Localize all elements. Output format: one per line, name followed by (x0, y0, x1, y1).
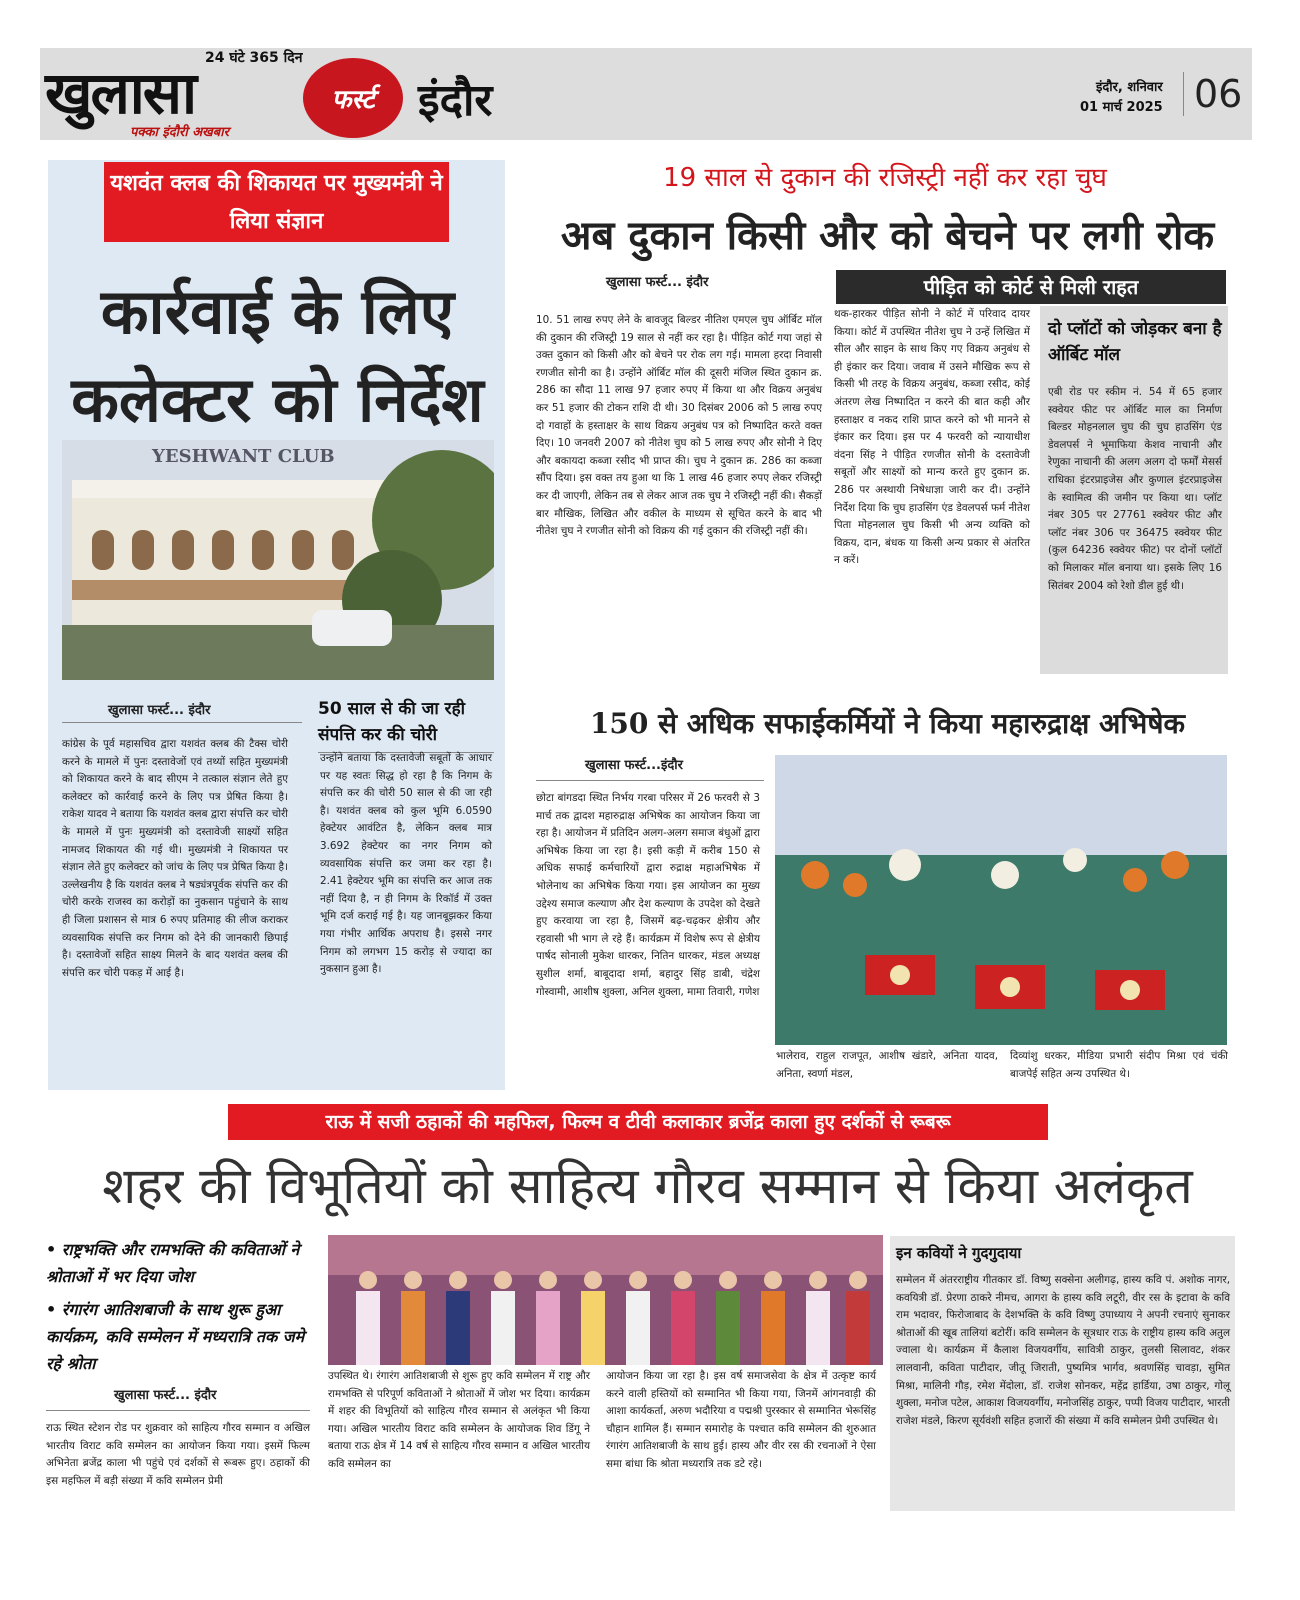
story1-body: कांग्रेस के पूर्व महासचिव द्वारा यशवंत क्लब की टैक्स चोरी करने के मामले में पुनः दस्तावेजों एवं तथ्यों सहित मुख्यमंत्री को शिकायत करने के बाद सीएम ने तत्काल संज्ञान लेते हुए कलेक्टर को कार्रवाई करने के लिए पत्र प्रेषित किया है। राकेश यादव ने बताया कि यशवंत क्लब द्वारा संपत्ति कर चोरी के मामले में पुनः मुख्यमंत्री को दस्तावेजी साक्ष्यों सहित नामजद शिकायत की गई थी। मुख्यमंत्री ने शिकायत पर संज्ञान लेते हुए कलेक्टर को जांच के लिए पत्र प्रेषित किया है। उल्लेखनीय है कि यशवंत क्लब ने षड्यंत्रपूर्वक संपत्ति कर की चोरी करके राजस्व का करोड़ों का नुकसान पहुंचाने के साथ ही जिला प्रशासन से मात्र 6 रुपए प्रतिमाह की लीज कराकर व्यवसायिक संपत्ति कर निगम को देने की जानकारी छिपाई है। दस्तावेजों सहित साक्ष्य मिलने के बाद यशवंत क्लब की संपत्ति कर चोरी पकड़ में आई है। (62, 738, 288, 979)
story3-byline: खुलासा फर्स्ट...इंदौर (585, 758, 683, 773)
brand-subtitle: पक्का इंदौरी अखबार (130, 125, 229, 140)
story1-subhead: 50 साल से की जा रही संपत्ति कर की चोरी (318, 699, 466, 745)
story2-headline: अब दुकान किसी और को बेचने पर लगी रोक (560, 212, 1215, 259)
story4-headline: शहर की विभूतियों को साहित्य गौरव सम्मान से किया अलंकृत (102, 1157, 1193, 1215)
story4-col3: आयोजन किया जा रहा है। इस वर्ष समाजसेवा के क्षेत्र में उत्कृष्ट कार्य करने वाली हस्तियों को सम्मानित भी किया गया, जिनमें आंगनवाड़ी की आशा कार्यकर्ता, अरुण भदौरिया व पद्मश्री पुरस्कार से सम्मानित भेरूसिंह चौहान शामिल हैं। सम्मान समारोह के पश्चात कवि सम्मेलन की शुरुआत रंगारंग आतिशबाजी के साथ हुई। हास्य और वीर रस की रचनाओं ने ऐसा समा बांधा कि श्रोता मध्यरात्रि तक डटे रहे। (606, 1370, 876, 1470)
story1-rule (62, 722, 302, 723)
story1-headline (55, 268, 500, 444)
story4-bullet1: • राष्ट्रभक्ति और रामभक्ति की कविताओं ने श्रोताओं में भर दिया जोश (46, 1240, 300, 1286)
story3-caption2: दिव्यांशु धरकर, मीडिया प्रभारी संदीप मिश्रा एवं चंकी बाजपेई सहित अन्य उपस्थित थे। (1010, 1050, 1228, 1080)
dateline (1080, 78, 1163, 118)
story3-caption1: भालेराव, राहुल राजपूत, आशीष खंडारे, अनिता यादव, अनिता, स्वर्णा मंडल, (776, 1050, 998, 1080)
story1-byline: खुलासा फर्स्ट... इंदौर (108, 703, 211, 718)
story4-byline: खुलासा फर्स्ट... इंदौर (114, 1388, 217, 1403)
story4-col1: राऊ स्थित स्टेशन रोड पर शुक्रवार को साहित्य गौरव सम्मान व अखिल भारतीय विराट कवि सम्मेलन का आयोजन किया गया। इसमें फिल्म अभिनेता ब्रजेंद्र काला भी पहुंचे एवं दर्शकों से रूबरू हुए। ठहाकों की इस महफिल में बड़ी संख्या में कवि सम्मेलन प्रेमी (46, 1422, 310, 1487)
story1-kicker: यशवंत क्लब की शिकायत पर मुख्यमंत्री ने लिया संज्ञान (104, 162, 449, 242)
story4-kicker: राऊ में सजी ठहाकों की महफिल, फिल्म व टीवी कलाकार ब्रजेंद्र काला हुए दर्शकों से रूबरू (228, 1104, 1048, 1140)
award-photo (328, 1235, 883, 1365)
award-illustration (328, 1235, 883, 1365)
story4-rule (46, 1410, 310, 1411)
date-day: इंदौर, शनिवार (1095, 80, 1163, 95)
story2-col2: थक-हारकर पीड़ित सोनी ने कोर्ट में परिवाद दायर किया। कोर्ट में उपस्थित नीतेश चुघ ने उन्हें लिखित में सील और साइन के साथ किए गए विक्रय अनुबंध से ही इंकार कर दिया। जवाब में उसने मौखिक रूप से किसी भी तरह के विक्रय अनुबंध, कब्जा रसीद, कोई अंतरण लेख निष्पादित न करने की बात कही और हस्ताक्षर व नकद राशि प्राप्त करने को भी मानने से इंकार कर दिया। इस पर 4 फरवरी को न्यायाधीश वंदना सिंह ने पीड़ित रणजीत सोनी के दस्तावेजी सबूतों और साक्ष्यों को मान्य करते हुए दुकान क्र. 286 पर अस्थायी निषेधाज्ञा जारी कर दी। उन्होंने निर्देश दिया कि चुघ हाउसिंग एंड डेवलपर्स फर्म नीतेश पिता मोहनलाल चुघ किसी भी अन्य व्यक्ति को विक्रय, दान, बंधक या किसी अन्य प्रकार से अंतरित न करें। (834, 308, 1030, 567)
story1-headline-line2: कलेक्टर को निर्देश (71, 363, 484, 436)
masthead-tagline: 24 घंटे 365 दिन (205, 50, 303, 66)
story3-rule (536, 780, 764, 781)
story2-side-head: दो प्लॉटों को जोड़कर बना है ऑर्बिट मॉल (1048, 319, 1222, 365)
club-sign: YESHWANT CLUB (152, 446, 335, 467)
date-date: 01 मार्च 2025 (1080, 100, 1163, 115)
story2-side-body: एबी रोड पर स्कीम नं. 54 में 65 हजार स्क्वेयर फीट पर ऑर्बिट माल का निर्माण बिल्डर मोहनलाल चुघ की चुघ हाउसिंग एंड डेवलपर्स ने भूमाफिया केशव नाचानी और रेणुका नाचानी की अलग अलग दो फर्मों मेसर्स राधिका इंटरप्राइजेस और कुणाल इंटरप्राइजेस के स्वामित्व की जमीन पर किया था। प्लॉट नंबर 305 पर 27761 स्क्वेयर फीट और प्लॉट नंबर 306 पर 36475 स्क्वेयर फीट (कुल 64236 स्क्वेयर फीट) पर दोनों प्लॉटों को मिलाकर मॉल बनाया था। इसके लिए 16 सितंबर 2004 को रेशो डील हुई थी। (1048, 386, 1222, 592)
story1-headline-line1: कार्रवाई के लिए (100, 275, 455, 348)
story4-bullet2: • रंगारंग आतिशबाजी के साथ शुरू हुआ कार्यक्रम, कवि सम्मेलन में मध्यरात्रि तक जमे रहे श्रोता (46, 1300, 305, 1373)
ritual-photo (775, 755, 1227, 1045)
edition-city: इंदौर (418, 75, 493, 126)
story1-subbody: उन्होंने बताया कि दस्तावेजी सबूतों के आधार पर यह स्वतः सिद्ध हो रहा है कि निगम के संपत्ति कर की चोरी 50 साल से की जा रही है। यशवंत क्लब को कुल भूमि 6.0590 हेक्टेयर आवंटित है, लेकिन क्लब मात्र 3.692 हेक्टेयर का नगर निगम को व्यवसायिक संपत्ति कर जमा कर रहा है। 2.41 हेक्टेयर भूमि का संपत्ति कर आज तक नहीं दिया है, न ही निगम के रिकॉर्ड में उक्त भूमि दर्ज कराई गई है। यह जानबूझकर किया गया गंभीर आर्थिक अपराध है। इससे नगर निगम को लगभग 15 करोड़ से ज्यादा का नुकसान हुआ है। (320, 752, 492, 976)
brand-badge: फर्स्ट (303, 58, 403, 138)
story3-headline: 150 से अधिक सफाईकर्मियों ने किया महारुद्राक्ष अभिषेक (589, 707, 1186, 740)
story2-kicker: 19 साल से दुकान की रजिस्ट्री नहीं कर रहा चुघ (663, 163, 1107, 193)
story4-side-head: इन कवियों ने गुदगुदाया (896, 1244, 1022, 1262)
story2-bar: पीड़ित को कोर्ट से मिली राहत (836, 270, 1226, 304)
brand-logo: खुलासा (45, 59, 196, 127)
ritual-illustration (775, 755, 1227, 1045)
story4-col2: उपस्थित थे। रंगारंग आतिशबाजी से शुरू हुए कवि सम्मेलन में राष्ट्र और रामभक्ति से परिपूर्ण कविताओं ने श्रोताओं में जोश भर दिया। कार्यक्रम में शहर की विभूतियों को साहित्य गौरव सम्मान से अलंकृत भी किया गया। अखिल भारतीय विराट कवि सम्मेलन के आयोजक शिव डिंगू ने बताया राऊ क्षेत्र में 14 वर्ष से साहित्य गौरव सम्मान व अखिल भारतीय कवि सम्मेलन का (328, 1370, 590, 1470)
story2-byline: खुलासा फर्स्ट... इंदौर (606, 275, 709, 290)
story4-side-body: सम्मेलन में अंतरराष्ट्रीय गीतकार डॉ. विष्णु सक्सेना अलीगढ़, हास्य कवि पं. अशोक नागर, कवयित्री डॉ. प्रेरणा ठाकरे नीमच, आगरा के हास्य कवि लटूरी, वीर रस के इटावा के कवि राम भदावर, फिरोजाबाद के देशभक्ति के कवि विष्णु उपाध्याय ने अपनी रचनाएं सुनाकर श्रोताओं की खूब तालियां बटोरीं। कवि सम्मेलन के सूत्रधार राऊ के राष्ट्रीय हास्य कवि अतुल ज्वाला थे। कार्यक्रम में कैलाश विजयवर्गीय, सावित्री ठाकुर, तुलसी सिलावट, शंकर लालवानी, कविता पाटीदार, जीतू जिराती, पुष्यमित्र भार्गव, श्रवणसिंह चावड़ा, सुमित मिश्रा, मालिनी गौड़, रमेश मेंदोला, डॉ. राजेश सोनकर, महेंद्र हार्डिया, उषा ठाकुर, गोलू शुक्ला, मनोज पटेल, आकाश विजयवर्गीय, मनोजसिंह ठाकुर, पप्पी विजय पाटीदार, भारती राजेश मंडले, किरण सूर्यवंशी सहित हजारों की संख्या में कवि सम्मेलन प्रेमी उपस्थित थे। (896, 1274, 1230, 1427)
story3-body: छोटा बांगडदा स्थित निर्भय गरबा परिसर में 26 फरवरी से 3 मार्च तक द्वादश महारुद्राक्ष अभिषेक का आयोजन किया जा रहा है। आयोजन में प्रतिदिन अलग-अलग समाज बंधुओं द्वारा अभिषेक किया जा रहा है। इसी कड़ी में करीब 150 से अधिक सफाई कर्मचारियों द्वारा रुद्राक्ष महाअभिषेक में भोलेनाथ का अभिषेक किया गया। इस आयोजन का मुख्य उद्देश्य समाज कल्याण और देश कल्याण के उपदेश को देखते हुए करवाया जा रहा है, जिसमें बढ़-चढ़कर क्षेत्रीय और रहवासी भी भाग ले रहे हैं। कार्यक्रम में विशेष रूप से क्षेत्रीय पार्षद सोनाली मुकेश धारकर, नितिन धारकर, मंडल अध्यक्ष सुशील शर्मा, बाबूदादा शर्मा, बहादुर सिंह डाबी, चंद्रेश गोस्वामी, आशीष शुक्ला, अनिल शुक्ला, मामा तिवारी, गणेश (536, 792, 760, 998)
page-number: 06 (1183, 72, 1242, 116)
club-building-illustration (62, 440, 494, 680)
club-photo (62, 440, 494, 680)
story2-col1: 10. 51 लाख रुपए लेने के बावजूद बिल्डर नीतिश एमएल चुघ ऑर्बिट मॉल की दुकान की रजिस्ट्री 19 साल से नहीं कर रहा है। पीड़ित कोर्ट गया जहां से उक्त दुकान को किसी और को बेचने पर रोक लग गई। मामला हरदा निवासी रणजीत सोनी का है। उन्होंने ऑर्बिट मॉल की दूसरी मंजिल स्थित दुकान क्र. 286 का सौदा 11 लाख 97 हजार रुपए में किया था और विक्रय अनुबंध कर 51 हजार की टोकन राशि दी थी। 30 दिसंबर 2006 को 5 लाख रुपए दो गवाहों के हस्ताक्षर के साथ विक्रय अनुबंध पत्र को निष्पादित करते वक्त दिए। 10 जनवरी 2007 को नीतेश चुघ को 5 लाख रुपए और सोनी ने दिए और बकायदा कब्जा रसीद भी प्राप्त की। चुघ ने दुकान क्र. 286 का कब्जा सौंप दिया। इस वक्त तय हुआ था कि 1 लाख 46 हजार रुपए लेकर रजिस्ट्री कर दी जाएगी, लेकिन तब से लेकर आज तक चुघ ने रजिस्ट्री नहीं की। सैकड़ों बार मौखिक, लिखित और वकील के माध्यम से सूचित करने के बाद भी नीतेश चुघ ने रणजीत सोनी को विक्रय की गई दुकान की रजिस्ट्री नहीं की। (536, 314, 822, 538)
